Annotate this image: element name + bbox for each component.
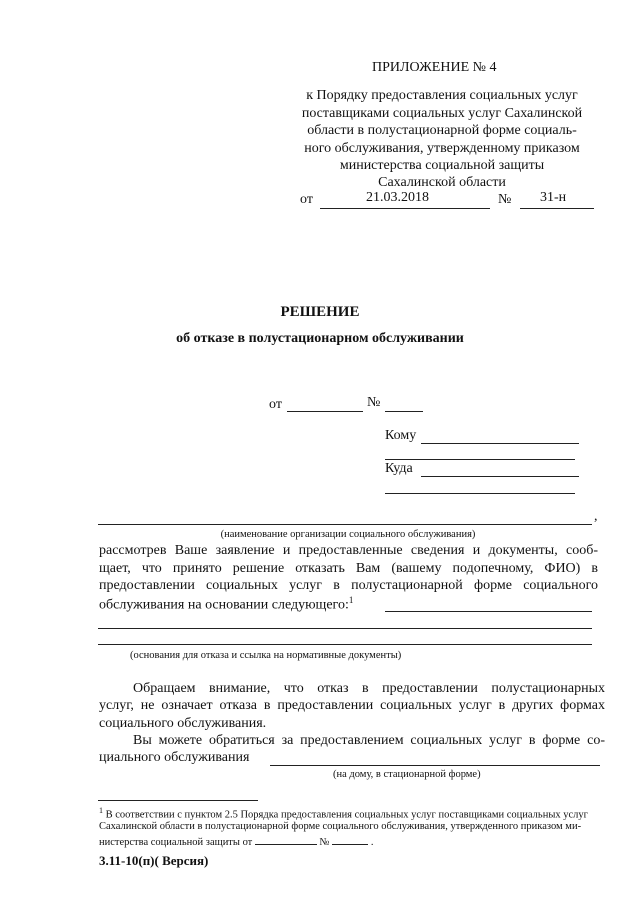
footnote-line: [99, 835, 373, 848]
service-form-caption: (на дому, в стационарной форме): [333, 769, 481, 780]
reg-date-field[interactable]: [287, 411, 363, 412]
reg-number-label: №: [367, 395, 381, 410]
footnote-text: В соответствии с пунктом 2.5 Порядка предоставления социальных услуг поставщиками социальных услуг: [105, 809, 588, 821]
reg-from-label: от: [269, 397, 282, 412]
footnote-ref: 1: [348, 595, 354, 605]
body-line: [99, 595, 353, 614]
footnote-last-prefix: нистерства социальной защиты от: [99, 837, 253, 848]
appendix-line: Сахалинской области: [378, 175, 506, 190]
reg-number-field[interactable]: [385, 411, 423, 412]
appendix-number-label: №: [498, 192, 512, 207]
footnote-number-label: №: [319, 837, 330, 848]
document-code: 3.11-10(п)( Версия): [99, 853, 209, 868]
body-line: предоставлении социальных услуг в полустационарной форме социального: [99, 578, 598, 593]
footnote-line: [99, 806, 588, 821]
appendix-number: 31-н: [540, 190, 567, 205]
body-line: щает, что принято решение отказать Вам (вашему подопечному, ФИО) в: [99, 561, 598, 576]
footnote-end: .: [370, 837, 374, 848]
footnote-line: Сахалинской области в полустационарной форме социального обслуживания, утвержденного приказом ми-: [99, 821, 582, 832]
basis-intro: обслуживания на основании следующего:: [99, 597, 349, 613]
appendix-number-underline: [520, 208, 594, 209]
where-field-line-2[interactable]: [385, 493, 575, 494]
to-field-line-2[interactable]: [385, 459, 575, 460]
footnote-separator: [98, 800, 258, 801]
appendix-date: 21.03.2018: [366, 190, 429, 205]
contact-line: циального обслуживания: [99, 750, 250, 765]
reasons-field-line-3[interactable]: [98, 644, 592, 645]
to-label: Кому: [385, 428, 417, 443]
where-label: Куда: [385, 461, 413, 476]
where-field[interactable]: [421, 476, 579, 477]
decision-subtitle: об отказе в полустационарном обслуживании: [176, 331, 464, 346]
body-line: рассмотрев Ваше заявление и предоставленные сведения и документы, сооб-: [99, 543, 598, 558]
footnote-mark: 1: [99, 806, 103, 815]
footnote-date-field[interactable]: [255, 835, 317, 845]
appendix-line: министерства социальной защиты: [339, 158, 545, 173]
notice-line: услуг, не означает отказа в предоставлении социальных услуг в других формах: [99, 698, 605, 713]
appendix-line: к Порядку предоставления социальных услуг: [306, 88, 578, 103]
appendix-title: ПРИЛОЖЕНИЕ № 4: [372, 60, 497, 75]
org-comma: ,: [594, 509, 598, 524]
org-caption: (наименование организации социального обслуживания): [220, 529, 476, 540]
reasons-field[interactable]: [385, 611, 592, 612]
reasons-field-line-2[interactable]: [98, 628, 592, 629]
appendix-from-label: от: [300, 192, 313, 207]
appendix-line: поставщиками социальных услуг Сахалинской: [301, 106, 583, 121]
notice-line: социального обслуживания.: [99, 716, 267, 731]
appendix-line: области в полустационарной форме социаль-: [307, 123, 577, 138]
contact-line: Вы можете обратиться за предоставлением социальных услуг в форме со-: [133, 733, 605, 748]
org-name-field[interactable]: [98, 524, 592, 525]
footnote-number-field[interactable]: [332, 835, 368, 845]
service-form-field[interactable]: [270, 765, 600, 766]
reasons-caption: (основания для отказа и ссылка на нормативные документы): [130, 650, 402, 661]
appendix-line: ного обслуживания, утвержденному приказом: [304, 141, 580, 156]
decision-title: РЕШЕНИЕ: [280, 304, 360, 320]
notice-line: Обращаем внимание, что отказ в предоставлении полустационарных: [133, 681, 605, 696]
appendix-date-underline: [320, 208, 490, 209]
to-field[interactable]: [421, 443, 579, 444]
